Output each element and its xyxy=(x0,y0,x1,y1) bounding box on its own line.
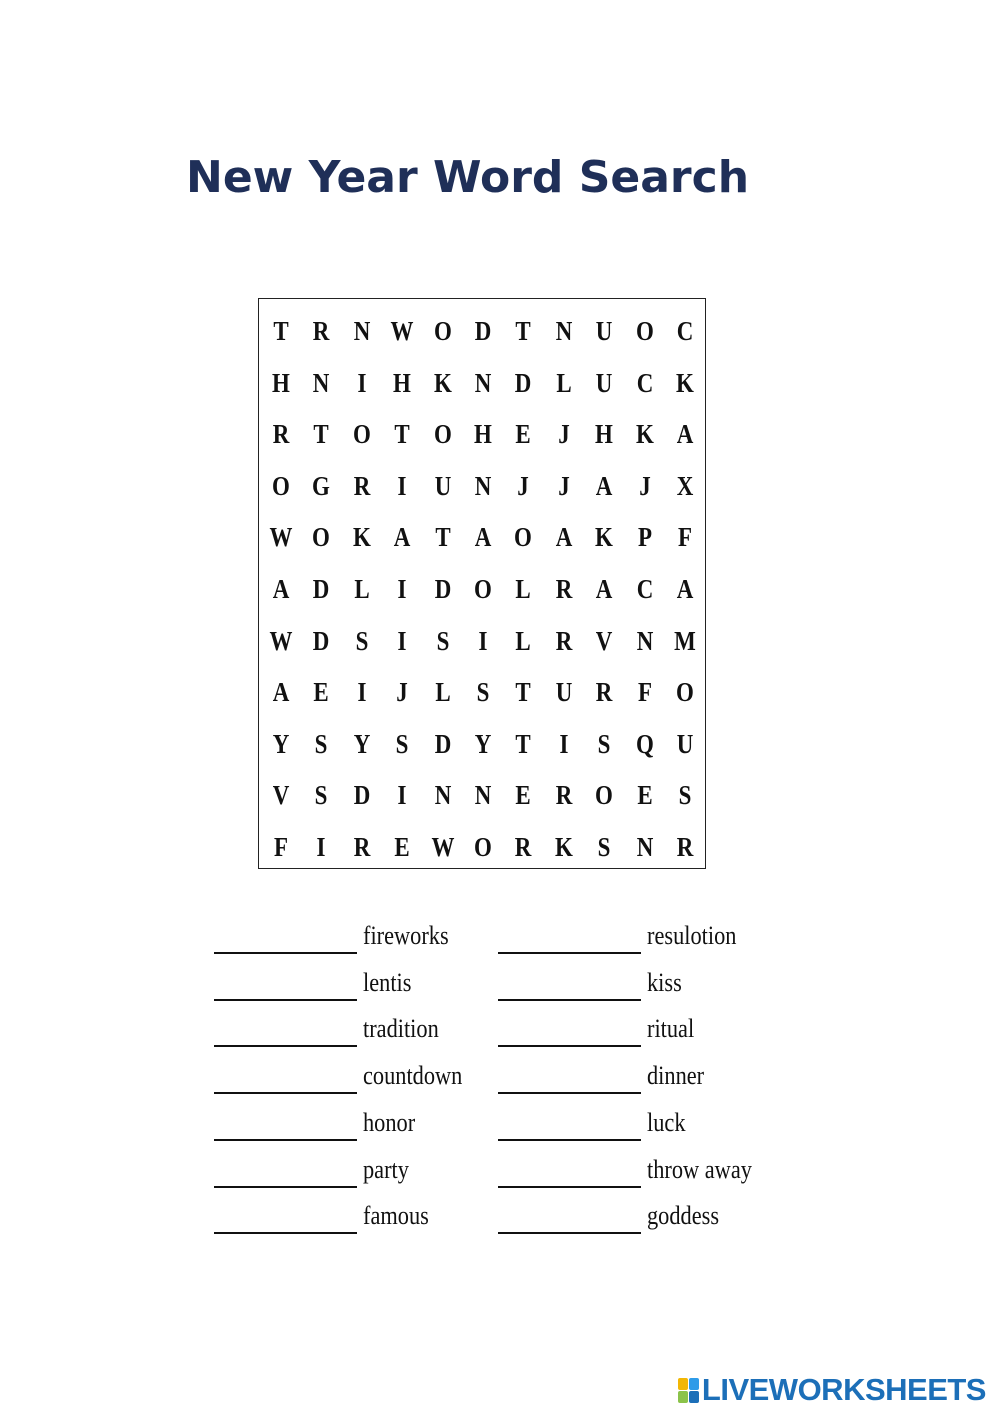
grid-letter[interactable]: I xyxy=(316,832,326,862)
word-label: goddess xyxy=(647,1201,720,1231)
grid-letter[interactable]: H xyxy=(595,419,614,450)
grid-letter[interactable]: A xyxy=(555,522,573,553)
word-label: tradition xyxy=(363,1014,439,1044)
grid-letter[interactable]: D xyxy=(313,625,330,656)
answer-blank[interactable] xyxy=(498,1009,641,1047)
grid-letter[interactable]: P xyxy=(637,522,652,553)
grid-row xyxy=(259,769,705,821)
grid-letter[interactable]: L xyxy=(515,625,532,656)
grid-letter[interactable]: Y xyxy=(353,728,371,759)
grid-letter[interactable]: S xyxy=(678,780,692,811)
grid-letter[interactable]: E xyxy=(515,780,532,811)
grid-letter[interactable]: Q xyxy=(635,728,654,759)
word-label: countdown xyxy=(363,1061,463,1091)
word-label: lentis xyxy=(363,967,412,997)
grid-row xyxy=(259,718,705,770)
word-label: luck xyxy=(647,1107,686,1137)
grid-letter[interactable]: N xyxy=(555,316,573,346)
grid-letter[interactable]: N xyxy=(474,780,492,811)
grid-letter[interactable]: T xyxy=(273,316,289,346)
grid-letter[interactable]: J xyxy=(517,470,530,501)
grid-letter[interactable]: W xyxy=(269,522,293,553)
grid-letter[interactable]: T xyxy=(394,419,410,450)
grid-letter[interactable]: O xyxy=(474,832,492,862)
word-list-item xyxy=(0,1103,1000,1149)
grid-letter[interactable]: R xyxy=(595,677,613,708)
word-search-grid xyxy=(258,298,706,869)
grid-letter[interactable]: I xyxy=(397,780,407,811)
word-list-item xyxy=(0,916,1000,962)
grid-letter[interactable]: L xyxy=(515,574,532,604)
grid-letter[interactable]: N xyxy=(636,625,653,656)
grid-letter[interactable]: U xyxy=(555,677,573,708)
grid-letter[interactable]: M xyxy=(674,625,696,656)
word-label: ritual xyxy=(647,1014,695,1044)
grid-letter[interactable]: Y xyxy=(272,728,290,759)
word-label: fireworks xyxy=(363,921,449,950)
grid-letter[interactable]: V xyxy=(272,780,290,811)
word-list-item xyxy=(0,963,1000,1009)
grid-letter[interactable]: W xyxy=(390,316,414,346)
grid-letter[interactable]: N xyxy=(313,367,330,398)
grid-letter[interactable]: A xyxy=(393,522,411,553)
grid-letter[interactable]: R xyxy=(313,316,330,346)
grid-row xyxy=(259,615,705,667)
grid-letter[interactable]: J xyxy=(558,419,570,450)
grid-letter[interactable]: A xyxy=(595,574,613,604)
grid-letter[interactable]: E xyxy=(394,832,410,862)
grid-letter[interactable]: S xyxy=(395,728,409,759)
grid-letter[interactable]: I xyxy=(559,728,569,759)
grid-letter[interactable]: R xyxy=(353,470,371,501)
grid-letter[interactable]: O xyxy=(474,574,492,604)
grid-letter[interactable]: J xyxy=(558,470,570,501)
grid-letter[interactable]: R xyxy=(676,832,694,862)
logo-square xyxy=(689,1391,699,1403)
word-label: honor xyxy=(363,1107,416,1137)
grid-letter[interactable]: E xyxy=(515,419,532,450)
grid-letter[interactable]: D xyxy=(313,574,330,604)
grid-letter[interactable]: A xyxy=(676,574,694,604)
grid-letter[interactable]: S xyxy=(355,625,369,656)
grid-letter[interactable]: F xyxy=(637,677,652,708)
grid-letter[interactable]: D xyxy=(474,316,492,346)
grid-letter[interactable]: R xyxy=(555,780,573,811)
grid-letter[interactable]: J xyxy=(638,470,651,501)
grid-letter[interactable]: C xyxy=(636,574,653,604)
grid-letter[interactable]: G xyxy=(312,470,331,501)
logo-square xyxy=(678,1391,688,1403)
grid-letter[interactable]: K xyxy=(554,832,573,862)
grid-letter[interactable]: V xyxy=(595,625,613,656)
grid-letter[interactable]: S xyxy=(597,832,611,862)
answer-blank[interactable] xyxy=(498,916,641,954)
grid-row xyxy=(259,511,705,563)
grid-letter[interactable]: A xyxy=(272,574,290,604)
letter-grid xyxy=(259,299,705,868)
grid-letter[interactable]: L xyxy=(434,677,451,708)
grid-row xyxy=(259,821,705,873)
word-label: throw away xyxy=(647,1154,752,1184)
grid-letter[interactable]: D xyxy=(353,780,371,811)
answer-blank[interactable] xyxy=(498,1056,641,1094)
grid-letter[interactable]: K xyxy=(433,367,452,398)
liveworksheets-logo xyxy=(678,1372,986,1408)
word-list-item xyxy=(0,1009,1000,1055)
grid-letter[interactable]: H xyxy=(393,367,412,398)
grid-letter[interactable]: T xyxy=(313,419,330,450)
grid-letter[interactable]: T xyxy=(515,316,532,346)
word-list-item xyxy=(0,1056,1000,1102)
grid-letter[interactable]: D xyxy=(434,728,451,759)
logo-text: LIVEWORKSHEETS xyxy=(701,1372,986,1407)
grid-letter[interactable]: N xyxy=(353,316,371,346)
grid-letter[interactable]: S xyxy=(436,625,449,656)
logo-square xyxy=(678,1378,688,1390)
grid-row xyxy=(259,408,705,460)
grid-letter[interactable]: K xyxy=(595,522,614,553)
grid-letter[interactable]: H xyxy=(272,367,290,398)
grid-letter[interactable]: X xyxy=(676,470,694,501)
grid-letter[interactable]: O xyxy=(595,780,614,811)
word-label: famous xyxy=(363,1201,429,1231)
grid-letter[interactable]: N xyxy=(474,470,492,501)
grid-letter[interactable]: S xyxy=(315,728,328,759)
grid-letter[interactable]: N xyxy=(434,780,451,811)
grid-letter[interactable]: O xyxy=(272,470,290,501)
grid-row xyxy=(259,666,705,718)
grid-letter[interactable]: C xyxy=(676,316,694,346)
word-label: kiss xyxy=(647,967,682,997)
grid-letter[interactable]: O xyxy=(676,677,694,708)
word-label: resulotion xyxy=(647,921,737,950)
grid-letter[interactable]: O xyxy=(312,522,331,553)
grid-letter[interactable]: A xyxy=(474,522,492,553)
grid-letter[interactable]: D xyxy=(515,367,532,398)
grid-letter[interactable]: A xyxy=(272,677,290,708)
grid-letter[interactable]: I xyxy=(397,470,407,501)
grid-letter[interactable]: I xyxy=(357,677,367,708)
grid-letter[interactable]: W xyxy=(269,625,293,656)
grid-row xyxy=(259,305,705,357)
grid-letter[interactable]: O xyxy=(352,419,371,450)
logo-square xyxy=(689,1378,699,1390)
grid-letter[interactable]: R xyxy=(555,574,573,604)
grid-letter[interactable]: E xyxy=(313,677,330,708)
grid-letter[interactable]: Y xyxy=(474,728,492,759)
grid-letter[interactable]: K xyxy=(352,522,371,553)
grid-letter[interactable]: O xyxy=(433,419,452,450)
grid-letter[interactable]: S xyxy=(476,677,490,708)
grid-letter[interactable]: U xyxy=(595,367,613,398)
grid-letter[interactable]: O xyxy=(514,522,533,553)
answer-blank[interactable] xyxy=(498,1103,641,1141)
grid-letter[interactable]: C xyxy=(636,367,653,398)
grid-letter[interactable]: W xyxy=(431,832,455,862)
grid-letter[interactable]: D xyxy=(434,574,451,604)
answer-blank[interactable] xyxy=(498,1196,641,1234)
grid-letter[interactable]: R xyxy=(555,625,573,656)
grid-letter[interactable]: U xyxy=(434,470,451,501)
grid-letter[interactable]: K xyxy=(676,367,694,398)
liveworksheets-logo-icon xyxy=(678,1376,700,1404)
word-list-item xyxy=(0,1150,1000,1196)
grid-letter[interactable]: L xyxy=(354,574,370,604)
grid-letter[interactable]: I xyxy=(357,367,367,398)
grid-letter[interactable]: R xyxy=(515,832,532,862)
grid-letter[interactable]: J xyxy=(396,677,408,708)
grid-letter[interactable]: R xyxy=(272,419,290,450)
grid-letter[interactable]: N xyxy=(636,832,653,862)
grid-letter[interactable]: U xyxy=(595,316,613,346)
grid-row xyxy=(259,563,705,615)
answer-blank[interactable] xyxy=(498,963,641,1001)
grid-letter[interactable]: H xyxy=(474,419,492,450)
grid-row xyxy=(259,357,705,409)
grid-letter[interactable]: N xyxy=(474,367,492,398)
word-label: party xyxy=(363,1154,409,1184)
answer-blank[interactable] xyxy=(498,1150,641,1188)
grid-letter[interactable]: O xyxy=(635,316,654,346)
word-label: dinner xyxy=(647,1061,705,1091)
grid-letter[interactable]: I xyxy=(397,625,407,656)
page-title: New Year Word Search xyxy=(186,152,750,203)
grid-letter[interactable]: T xyxy=(515,677,532,708)
grid-letter[interactable]: T xyxy=(434,522,451,553)
grid-letter[interactable]: S xyxy=(597,728,611,759)
grid-letter[interactable]: O xyxy=(433,316,452,346)
grid-letter[interactable]: A xyxy=(595,470,613,501)
word-list-item xyxy=(0,1196,1000,1242)
grid-letter[interactable]: I xyxy=(397,574,407,604)
grid-letter[interactable]: T xyxy=(515,728,532,759)
grid-letter[interactable]: I xyxy=(478,625,488,656)
grid-letter[interactable]: E xyxy=(636,780,653,811)
grid-letter[interactable]: F xyxy=(677,522,693,553)
grid-letter[interactable]: U xyxy=(676,728,694,759)
grid-row xyxy=(259,460,705,512)
grid-letter[interactable]: K xyxy=(635,419,654,450)
grid-letter[interactable]: S xyxy=(315,780,328,811)
grid-letter[interactable]: A xyxy=(676,419,694,450)
grid-letter[interactable]: F xyxy=(273,832,289,862)
grid-letter[interactable]: L xyxy=(556,367,572,398)
grid-letter[interactable]: R xyxy=(353,832,371,862)
